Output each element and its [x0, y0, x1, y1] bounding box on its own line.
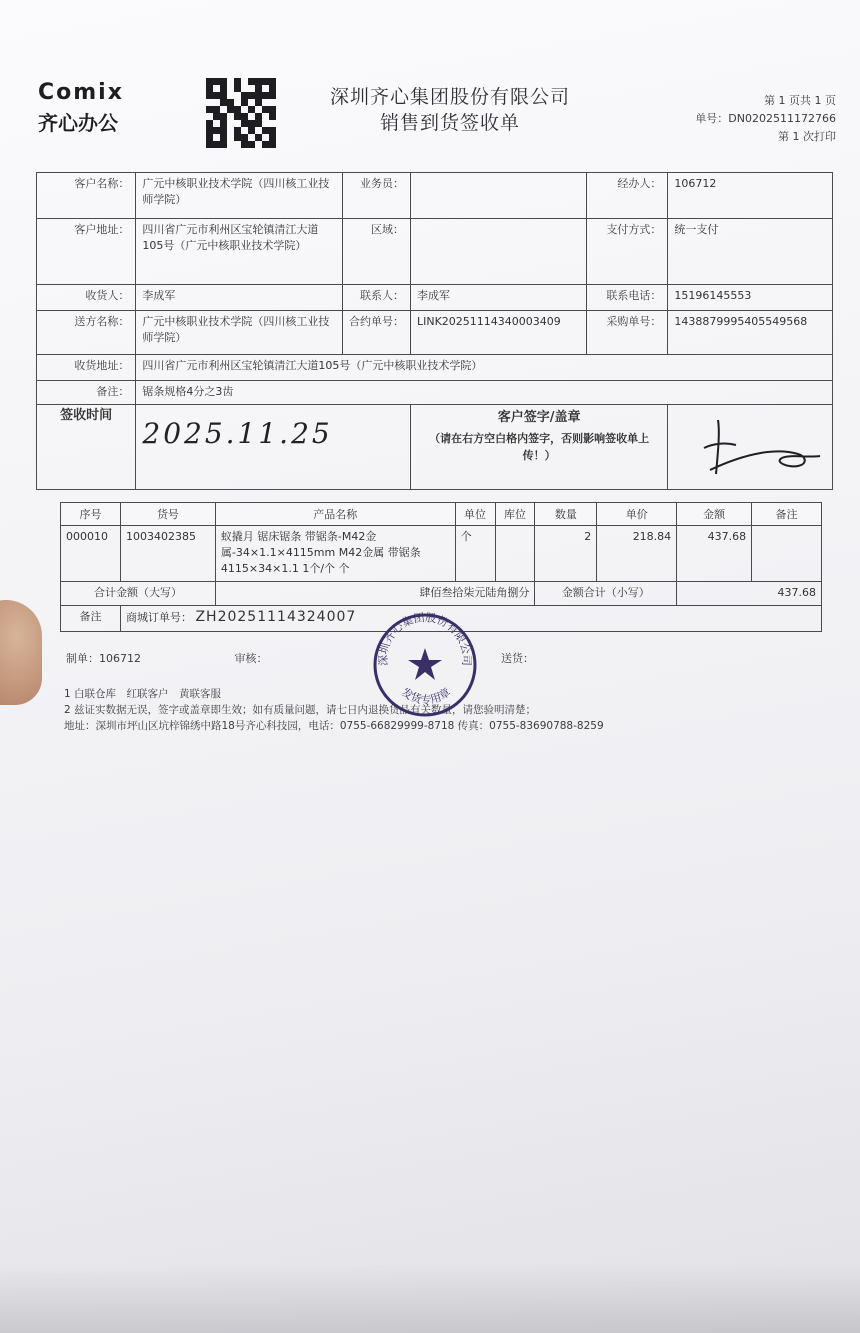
row-qty: 2 [535, 526, 597, 582]
mall-order-value: ZH20251114324007 [195, 609, 357, 625]
row-amount: 437.68 [677, 526, 752, 582]
row-location [495, 526, 535, 582]
salesman-label: 业务员： [342, 173, 410, 219]
total-row [61, 582, 822, 606]
finger-holding-paper [0, 600, 42, 705]
footer-note-1: 1 白联仓库 红联客户 黄联客服 [64, 688, 222, 700]
delivery-address-label: 收货地址： [37, 355, 136, 381]
footer-address: 地址：深圳市坪山区坑梓锦绣中路18号齐心科技园，电话：0755-66829999-8718 传真：0755-83690788-8259 [64, 720, 604, 732]
col-qty: 数量 [535, 503, 597, 526]
handler-label: 经办人： [586, 173, 668, 219]
contract-no-value: LINK20251114340003409 [410, 311, 586, 355]
sign-note: （请在右方空白格内签字，否则影响签收单上传！） [429, 432, 650, 462]
contact-label: 联系人： [342, 285, 410, 311]
purchase-no-label: 采购单号： [586, 311, 668, 355]
row-name: 蚁撬月 锯床锯条 带锯条-M42金属-34×1.1×4115mm M42金属 带锯条 4115×34×1.1 1个/个 个 [215, 526, 455, 582]
logo-english: Comix [38, 80, 124, 105]
row-code: 1003402385 [120, 526, 215, 582]
mall-order-label: 商城订单号： [125, 611, 192, 624]
col-location: 库位 [495, 503, 535, 526]
sign-time-label: 签收时间 [37, 405, 136, 490]
print-count: 第 1 次打印 [778, 130, 836, 143]
page-info: 第 1 页共 1 页 [764, 94, 836, 107]
logo-chinese: 齐心办公 [38, 111, 118, 135]
company-name: 深圳齐心集团股份有限公司 [330, 86, 571, 108]
remark-label: 备注： [37, 381, 136, 405]
col-price: 单价 [597, 503, 677, 526]
col-amount: 金额 [677, 503, 752, 526]
total-upper-value: 肆佰叁拾柒元陆角捌分 [215, 582, 535, 606]
col-seq: 序号 [61, 503, 121, 526]
total-lower-value: 437.68 [677, 582, 822, 606]
items-remark-label: 备注 [61, 606, 121, 632]
customer-name-label: 客户名称： [37, 173, 136, 219]
receiver-label: 收货人： [37, 285, 136, 311]
sign-date-handwritten: 2025.11.25 [142, 417, 333, 450]
col-code: 货号 [120, 503, 215, 526]
row-price: 218.84 [597, 526, 677, 582]
signature-cell [668, 405, 833, 490]
table-row [61, 526, 822, 582]
payment-value: 统一支付 [668, 219, 833, 285]
customer-name-value: 广元中核职业技术学院（四川核工业技师学院） [136, 173, 343, 219]
customer-info-table [36, 172, 833, 490]
document-meta [695, 92, 836, 146]
star-icon [408, 648, 442, 680]
total-lower-label: 金额合计（小写） [535, 582, 677, 606]
total-upper-label: 合计金额（大写） [61, 582, 216, 606]
document-title: 销售到货签收单 [380, 112, 521, 134]
contract-no-label: 合约单号： [342, 311, 410, 355]
footer-note-2: 2 兹证实数据无误，签字或盖章即生效；如有质量问题，请七日内退换货品有关数量，请您验明清楚； [64, 704, 537, 716]
customer-address-value: 四川省广元市利州区宝轮镇清江大道105号（广元中核职业技术学院） [136, 219, 343, 285]
delivery-address-value: 四川省广元市利州区宝轮镇清江大道105号（广元中核职业技术学院） [136, 355, 833, 381]
customer-address-label: 客户地址： [37, 219, 136, 285]
purchase-no-value: 1438879995405549568 [668, 311, 833, 355]
company-stamp [370, 610, 480, 720]
payment-label: 支付方式： [586, 219, 668, 285]
paper-shadow [0, 1263, 860, 1333]
maker-value: 106712 [99, 652, 141, 665]
auditor-label: 审核： [234, 652, 268, 665]
document-number: 单号：DN0202511172766 [695, 112, 836, 125]
row-note [752, 526, 822, 582]
row-seq: 000010 [61, 526, 121, 582]
contact-value: 李成军 [410, 285, 586, 311]
company-logo [38, 80, 124, 136]
qr-code-icon [206, 78, 276, 148]
contact-phone-value: 15196145553 [668, 285, 833, 311]
remark-value: 锯条规格4分之3齿 [136, 381, 833, 405]
handwritten-signature [678, 412, 828, 482]
sign-title: 客户签字/盖章 [497, 410, 581, 425]
salesman-value [410, 173, 586, 219]
maker-label: 制单： [66, 652, 99, 665]
col-note: 备注 [752, 503, 822, 526]
col-unit: 单位 [455, 503, 495, 526]
region-value [410, 219, 586, 285]
contact-phone-label: 联系电话： [586, 285, 668, 311]
deliver-label: 送货： [501, 652, 534, 665]
signature-area [674, 408, 826, 486]
sign-instruction-cell [410, 405, 667, 490]
row-unit: 个 [455, 526, 495, 582]
footer-notes [64, 686, 604, 734]
stamp-text: 深圳齐心集团股份有限公司 [376, 611, 474, 667]
stamp-subtext: 发货专用章 [399, 685, 453, 707]
receiver-value: 李成军 [136, 285, 343, 311]
region-label: 区域： [342, 219, 410, 285]
handler-value: 106712 [668, 173, 833, 219]
deliver-to-value: 广元中核职业技术学院（四川核工业技师学院） [136, 311, 343, 355]
deliver-to-label: 送方名称： [37, 311, 136, 355]
col-name: 产品名称 [215, 503, 455, 526]
items-header-row [61, 503, 822, 526]
sign-time-cell [136, 405, 411, 490]
